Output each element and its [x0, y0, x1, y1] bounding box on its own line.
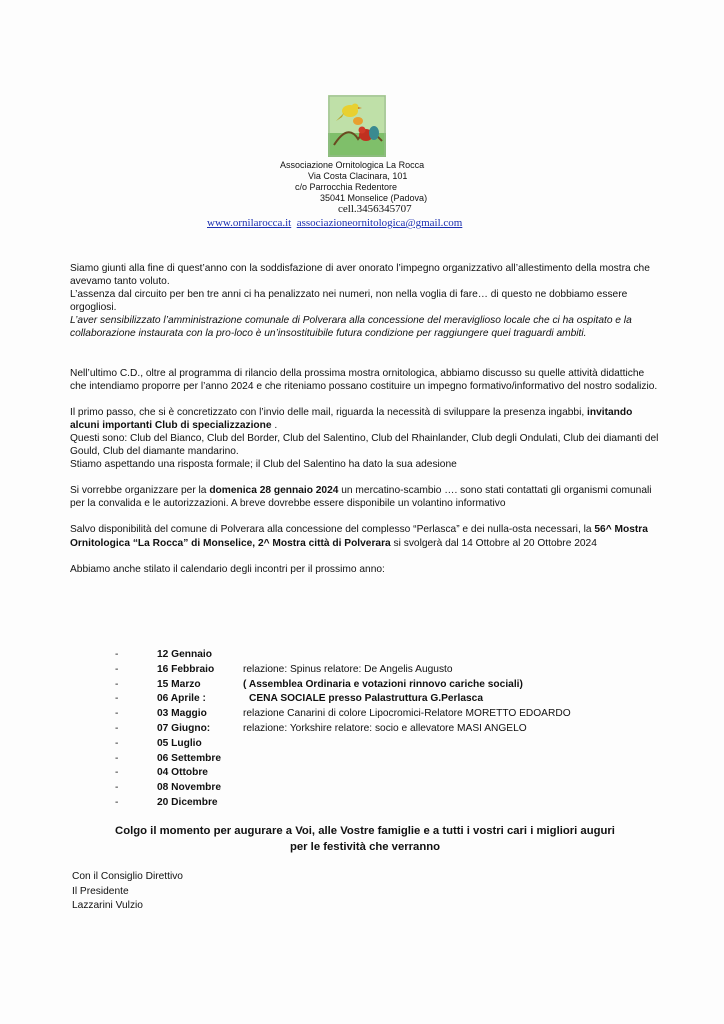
calendar-date: 04 Ottobre: [157, 767, 208, 779]
calendar-note: relazione Canarini di colore Lipocromici-Relatore MORETTO EDOARDO: [243, 708, 571, 720]
market-text-b: un mercatino-scambio …. sono stati contattati gli organismi comunali per la convalida e le autorizzazioni. A breve dovrebbe essere disponibile un volantino informativo: [70, 485, 652, 510]
market-date: domenica 28 gennaio 2024: [209, 485, 339, 497]
association-name: Associazione Ornitologica La Rocca: [280, 160, 425, 170]
market-text-a: Si vorrebbe organizzare per la: [70, 485, 210, 497]
calendar-bullet: -: [115, 663, 119, 675]
calendar-bullet: -: [115, 782, 119, 794]
calendar-bullet: -: [115, 708, 119, 720]
calendar-date: 16 Febbraio: [157, 663, 215, 675]
signature-role: Il Presidente: [72, 885, 129, 897]
calendar-note: ( Assemblea Ordinaria e votazioni rinnovo cariche sociali): [243, 678, 523, 690]
paragraph-intro: Siamo giunti alla fine di quest’anno con la soddisfazione di aver onorato l’impegno organizzativo all’allestimento della mostra che avevamo tanto voluto.: [70, 263, 650, 288]
association-logo: [328, 95, 386, 157]
calendar-date: 12 Gennaio: [157, 649, 212, 660]
closing-wishes: [70, 823, 660, 855]
exhibition-text-a: Salvo disponibilità del comune di Polverara alla concessione del complesso “Perlasca” e dei nulla-osta necessari, la: [70, 524, 595, 536]
clubs-intro: Il primo passo, che si è concretizzato con l’invio delle mail, riguarda la necessità di sviluppare la presenza ingabbi,: [70, 406, 585, 418]
contact-links: [207, 217, 462, 229]
address-care-of: c/o Parrocchia Redentore: [295, 182, 398, 192]
calendar-date: 05 Luglio: [157, 737, 202, 749]
association-address: [280, 160, 427, 204]
exhibition-name: 56^ Mostra Ornitologica “La Rocca” di Monselice, 2^ Mostra città di Polverara: [70, 524, 648, 549]
address-street: Via Costa Clacinara, 101: [308, 171, 408, 181]
calendar-bullet: -: [115, 693, 119, 705]
clubs-status: Stiamo aspettando una risposta formale; il Club del Salentino ha dato la sua adesione: [70, 459, 457, 471]
signature-council: Con il Consiglio Direttivo: [72, 871, 183, 882]
signature-name: Lazzarini Vulzio: [72, 900, 143, 911]
calendar-date: 07 Giugno:: [157, 722, 211, 734]
calendar-note: CENA SOCIALE presso Palastruttura G.Perlasca: [249, 693, 484, 705]
paragraph-clubs: [70, 406, 660, 471]
paragraph-market: [70, 484, 660, 510]
calendar-bullet: -: [115, 678, 119, 690]
calendar-date: 15 Marzo: [157, 678, 201, 690]
calendar-bullet: -: [115, 737, 119, 749]
closing-line-1: Colgo il momento per augurare a Voi, alle Vostre famiglie e a tutti i vostri cari i migliori auguri: [115, 825, 615, 837]
calendar-bullet: -: [115, 722, 119, 734]
clubs-invite-end: .: [271, 419, 278, 431]
email-link[interactable]: associazioneornitologica@gmail.com: [296, 217, 463, 229]
calendar-date: 03 Maggio: [157, 708, 207, 720]
calendar-bullet: -: [115, 796, 119, 808]
paragraph-cd: Nell’ultimo C.D., oltre al programma di rilancio della prossima mostra ornitologica, abbiamo discusso su quelle attività didattiche che intendiamo proporre per l’anno 2024 e che riteniamo possano costituire un impegno formativo/informativo del nostro sodalizio.: [70, 367, 658, 392]
address-city: 35041 Monselice (Padova): [320, 193, 428, 203]
calendar-note: relazione: Yorkshire relatore: socio e allevatore MASI ANGELO: [243, 722, 527, 734]
clubs-invite: invitando alcuni importanti Club di specializzazione: [70, 406, 633, 431]
signature-block: [72, 870, 183, 914]
paragraph-calendar-intro: Abbiamo anche stilato il calendario degli incontri per il prossimo anno:: [70, 563, 385, 575]
calendar-date: 06 Aprile :: [157, 693, 206, 705]
website-link[interactable]: www.ornilarocca.it: [207, 217, 292, 229]
calendar-date: 20 Dicembre: [157, 796, 218, 808]
calendar-date: 06 Settembre: [157, 752, 221, 764]
exhibition-dates: si svolgerà dal 14 Ottobre al 20 Ottobre 2024: [390, 537, 597, 549]
calendar-date: 08 Novembre: [157, 782, 221, 794]
calendar-bullet: -: [115, 649, 119, 660]
calendar-note: relazione: Spinus relatore: De Angelis Augusto: [243, 663, 453, 675]
paragraph-polverara: L’aver sensibilizzato l’amministrazione comunale di Polverara alla concessione del meraviglioso locale che ci ha ospitato e la collaborazione instaurata con la pro-loco è un’insostituibile futura condizione per raggiungere quei traguardi ambiti.: [70, 315, 632, 340]
phone-number: cell.3456345707: [338, 203, 412, 215]
paragraph-absence: L’assenza dal circuito per ben tre anni ci ha penalizzato nei numeri, non nella voglia di fare… di questo ne dobbiamo essere orgogliosi.: [70, 289, 628, 314]
calendar-bullet: -: [115, 752, 119, 764]
closing-line-2: per le festività che verranno: [289, 841, 441, 853]
clubs-list: Questi sono: Club del Bianco, Club del Border, Club del Salentino, Club del Rhainlander, Club degli Ondulati, Club dei diamanti del Gould, Club del diamante mandarino.: [70, 432, 659, 458]
calendar-bullet: -: [115, 767, 119, 779]
letter-body: [70, 262, 660, 589]
bleed-through-ghost: [230, 145, 236, 171]
paragraph-exhibition: [70, 523, 660, 549]
